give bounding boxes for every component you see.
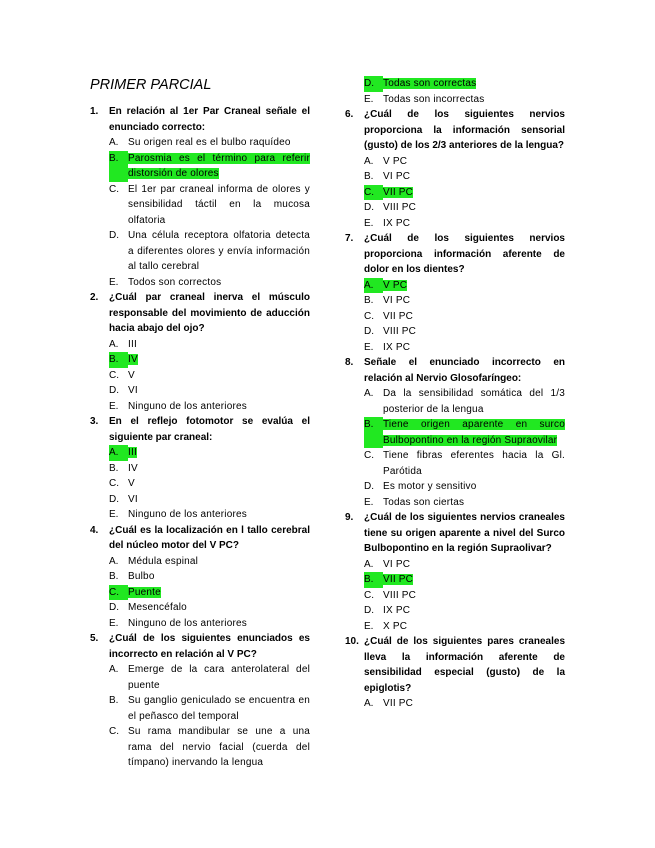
option-letter: E.: [109, 617, 119, 629]
question-stem: [345, 107, 565, 154]
answer-option: [364, 169, 565, 185]
option-text: El 1er par craneal informa de olores y sensibilidad táctil en la mucosa olfatoria: [128, 183, 310, 226]
answer-option: [109, 461, 310, 477]
answer-option-correct: [109, 151, 310, 182]
correct-answer-highlight: V PC: [383, 279, 408, 291]
question-6: [345, 107, 565, 231]
correct-answer-highlight: VII PC: [383, 574, 414, 585]
option-text: Todos son correctos: [128, 276, 222, 288]
option-text: Médula espinal: [128, 555, 199, 567]
answer-option: [364, 619, 565, 635]
option-letter: B.: [109, 571, 119, 582]
option-text: Emerge de la cara anterolateral del puente: [128, 664, 310, 691]
answer-option: [364, 588, 565, 604]
option-text: Ninguno de los anteriores: [128, 617, 247, 629]
option-letter: B.: [364, 295, 374, 306]
answer-option: [109, 492, 310, 508]
question-number: 9.: [345, 512, 354, 523]
option-text: VII PC: [383, 698, 414, 709]
question-number: 7.: [345, 233, 354, 244]
option-letter: D.: [364, 481, 374, 492]
answer-option: [364, 324, 565, 340]
answer-option: [109, 662, 310, 693]
question-3: [90, 414, 310, 523]
answer-option: [109, 507, 310, 523]
answer-option: [364, 293, 565, 309]
option-letter: D.: [364, 326, 374, 337]
answer-option: [364, 495, 565, 511]
option-letter: C.: [109, 183, 119, 195]
question-stem: [90, 414, 310, 445]
option-text: Tiene fibras eferentes hacia la Gl. Parótida: [383, 450, 565, 477]
answer-option: [109, 476, 310, 492]
option-text: Ninguno de los anteriores: [128, 509, 247, 520]
option-letter: A.: [109, 555, 119, 567]
option-letter: E.: [109, 276, 119, 288]
option-letter: E.: [364, 341, 374, 353]
answer-option: [364, 216, 565, 232]
option-text: VII PC: [383, 310, 414, 322]
answer-option: [364, 557, 565, 573]
answer-option-correct: [109, 352, 310, 368]
option-letter: D.: [109, 493, 119, 505]
option-letter: E.: [109, 509, 119, 520]
option-text: VI: [128, 385, 138, 396]
answer-option: [109, 275, 310, 291]
question-text: En relación al 1er Par Craneal señale el enunciado correcto:: [109, 106, 310, 133]
page-title: PRIMER PARCIAL: [90, 77, 212, 93]
question-number: 1.: [90, 106, 99, 117]
option-letter: A.: [364, 278, 383, 294]
answer-option: [364, 92, 565, 108]
answer-option: [109, 569, 310, 585]
correct-answer-highlight: Tiene origen aparente en surco Bulbopontino en la región Supraovilar: [383, 419, 565, 446]
option-letter: C.: [364, 589, 374, 601]
option-text: Es motor y sensitivo: [383, 481, 477, 492]
option-letter: C.: [109, 726, 119, 737]
option-text: [383, 185, 565, 201]
answer-option: [109, 383, 310, 399]
option-text: Bulbo: [128, 571, 155, 582]
answer-option: [364, 479, 565, 495]
answer-option-correct: [364, 278, 565, 294]
option-text: VI PC: [383, 295, 411, 306]
question-text: ¿Cuál de los siguientes pares craneales lleva la información aferente de sensibilidad especial (gusto) de la epiglotis?: [364, 636, 565, 694]
question-stem: [345, 231, 565, 278]
question-2: [90, 290, 310, 414]
option-text: X PC: [383, 620, 408, 632]
answer-option-correct: [364, 572, 565, 588]
option-text: Mesencéfalo: [128, 602, 187, 613]
question-text: ¿Cuál de los siguientes nervios proporciona la información sensorial (gusto) de los 2/3 anteriores de la lengua?: [364, 109, 565, 151]
correct-answer-highlight: VII PC: [383, 186, 414, 198]
correct-answer-highlight: IV: [128, 354, 138, 365]
answer-option-correct: [109, 585, 310, 601]
option-letter: D.: [364, 202, 374, 213]
option-letter: B.: [109, 695, 119, 706]
option-text: V PC: [383, 155, 408, 167]
option-letter: B.: [109, 352, 128, 368]
option-text: IX PC: [383, 341, 411, 353]
question-text: ¿Cuál par craneal inerva el músculo responsable del movimiento de aducción hacia abajo del ojo?: [109, 292, 310, 334]
option-letter: B.: [364, 171, 374, 182]
option-text: VI: [128, 493, 138, 505]
option-text: VIII PC: [383, 589, 417, 601]
answer-option: [109, 228, 310, 275]
option-text: [128, 352, 310, 368]
answer-option: [109, 554, 310, 570]
option-letter: C.: [109, 478, 119, 489]
question-text: ¿Cuál de los siguientes nervios craneales tiene su origen aparente a nivel del Surco Bulbopontino en la región Supraolivar?: [364, 512, 565, 554]
right-column: [345, 76, 565, 712]
option-text: VIII PC: [383, 326, 417, 337]
option-letter: A.: [109, 445, 128, 461]
answer-option: [364, 154, 565, 170]
option-text: IX PC: [383, 217, 411, 229]
question-number: 6.: [345, 109, 354, 120]
question-stem: [90, 290, 310, 337]
option-text: [128, 445, 310, 461]
option-text: VIII PC: [383, 202, 417, 213]
correct-answer-highlight: Todas son correctas: [383, 78, 477, 89]
option-letter: A.: [364, 698, 374, 709]
option-text: VI PC: [383, 171, 411, 182]
option-letter: E.: [364, 496, 374, 508]
left-column: [90, 76, 310, 771]
option-letter: A.: [109, 664, 119, 675]
option-text: [383, 278, 565, 294]
option-letter: E.: [109, 400, 119, 412]
option-letter: A.: [109, 338, 119, 350]
option-letter: A.: [364, 558, 374, 570]
question-9: [345, 510, 565, 634]
option-letter: C.: [364, 185, 383, 201]
answer-option: [109, 616, 310, 632]
option-text: IX PC: [383, 605, 411, 616]
answer-option: [109, 600, 310, 616]
answer-option: [109, 135, 310, 151]
answer-option-correct: [364, 76, 565, 92]
question-10: [345, 634, 565, 712]
option-letter: A.: [364, 388, 374, 399]
option-text: Da la sensibilidad somática del 1/3 posterior de la lengua: [383, 388, 565, 415]
correct-answer-highlight: Puente: [128, 586, 161, 598]
option-text: Su ganglio geniculado se encuentra en el peñasco del temporal: [128, 695, 310, 722]
answer-option-correct: [364, 417, 565, 448]
answer-option: [109, 724, 310, 771]
question-number: 2.: [90, 292, 99, 303]
answer-option: [109, 399, 310, 415]
question-number: 8.: [345, 357, 354, 368]
question-number: 10.: [345, 636, 359, 647]
question-7: [345, 231, 565, 355]
answer-option: [109, 368, 310, 384]
question-number: 5.: [90, 633, 99, 644]
option-text: Una célula receptora olfatoria detecta a diferentes olores y envía información al tallo cerebral: [128, 230, 310, 272]
option-text: Su rama mandibular se une a una rama del nervio facial (cuerda del tímpano) inervando la lengua: [128, 726, 310, 768]
question-5: [90, 631, 310, 771]
option-text: [383, 76, 565, 92]
option-letter: C.: [109, 369, 119, 381]
answer-option-correct: [364, 185, 565, 201]
question-1: [90, 104, 310, 290]
option-text: Todas son ciertas: [383, 496, 465, 508]
option-letter: B.: [109, 151, 128, 182]
question-8: [345, 355, 565, 510]
answer-option: [364, 448, 565, 479]
answer-option: [364, 386, 565, 417]
question-text: ¿Cuál es la localización en l tallo cerebral del núcleo motor del V PC?: [109, 524, 310, 551]
question-4: [90, 523, 310, 632]
question-stem: [90, 523, 310, 554]
answer-option: [364, 309, 565, 325]
question-stem: [90, 104, 310, 135]
option-text: III: [128, 338, 137, 350]
option-text: V: [128, 478, 135, 489]
question-stem: [345, 634, 565, 696]
option-text: IV: [128, 462, 138, 474]
answer-option: [364, 696, 565, 712]
option-text: [128, 151, 310, 182]
option-text: [383, 572, 565, 588]
answer-option: [109, 182, 310, 229]
question-stem: [345, 510, 565, 557]
option-letter: D.: [109, 602, 119, 613]
option-letter: D.: [364, 605, 374, 616]
option-letter: B.: [109, 462, 119, 474]
option-letter: B.: [364, 572, 383, 588]
question-stem: [90, 631, 310, 662]
option-letter: D.: [109, 385, 119, 396]
question-text: ¿Cuál de los siguientes nervios proporciona información aferente de dolor en los dientes?: [364, 233, 565, 275]
option-text: V: [128, 369, 135, 381]
option-letter: E.: [364, 217, 374, 229]
option-text: [383, 417, 565, 448]
answer-option: [364, 603, 565, 619]
right-question-list: [345, 76, 565, 712]
question-number: 4.: [90, 524, 99, 536]
question-text: ¿Cuál de los siguientes enunciados es incorrecto en relación al V PC?: [109, 633, 310, 660]
option-letter: A.: [109, 137, 119, 148]
option-letter: D.: [364, 76, 383, 92]
question-text: Señale el enunciado incorrecto en relación al Nervio Glosofaríngeo:: [364, 357, 565, 384]
answer-option: [364, 340, 565, 356]
correct-answer-highlight: Parosmia es el término para referir distorsión de olores: [128, 152, 310, 179]
option-letter: D.: [109, 230, 119, 241]
answer-option-correct: [109, 445, 310, 461]
left-question-list: [90, 104, 310, 771]
question-stem: [345, 355, 565, 386]
answer-option: [109, 337, 310, 353]
question-continued: [345, 76, 565, 107]
option-letter: E.: [364, 93, 374, 105]
answer-option: [109, 693, 310, 724]
option-letter: C.: [364, 310, 374, 322]
option-text: Todas son incorrectas: [383, 93, 485, 105]
correct-answer-highlight: III: [128, 447, 137, 458]
option-letter: A.: [364, 155, 374, 167]
option-letter: C.: [109, 585, 128, 601]
option-text: VI PC: [383, 558, 411, 570]
question-text: En el reflejo fotomotor se evalúa el siguiente par craneal:: [109, 416, 310, 443]
option-text: Su origen real es el bulbo raquídeo: [128, 137, 291, 148]
answer-option: [364, 200, 565, 216]
option-text: Ninguno de los anteriores: [128, 400, 247, 412]
option-letter: C.: [364, 450, 374, 461]
option-text: [128, 585, 310, 601]
option-letter: B.: [364, 417, 383, 448]
question-number: 3.: [90, 416, 99, 427]
option-letter: E.: [364, 620, 374, 632]
